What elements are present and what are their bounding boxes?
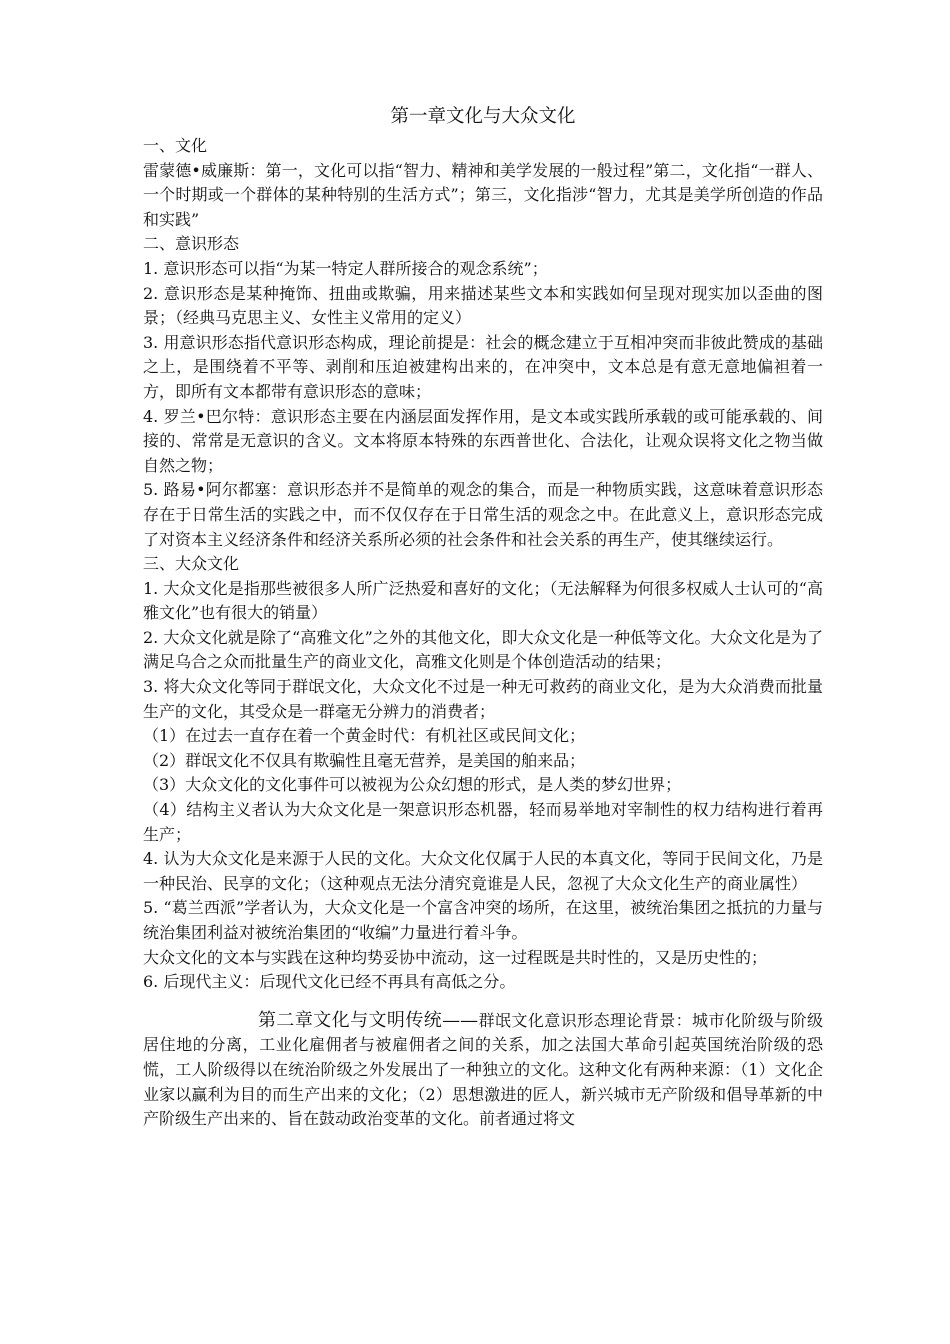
section3-heading: 三、大众文化 (143, 554, 240, 574)
chapter1-title: 第一章文化与大众文化 (390, 106, 576, 127)
chapter2-paragraph (143, 1009, 823, 1132)
section3-subitem: （3）大众文化的文化事件可以被视为公众幻想的形式，是人类的梦幻世界； (143, 775, 682, 795)
section3-subitem: （1）在过去一直存在着一个黄金时代：有机社区或民间文化； (143, 726, 586, 746)
section3-item: 2. 大众文化就是除了“高雅文化”之外的其他文化，即大众文化是一种低等文化。大众文化是为了满足乌合之众而批量生产的商业文化，高雅文化则是个体创造活动的结果； (143, 627, 823, 672)
chapter2-text: 群氓文化意识形态理论背景：城市化阶级与阶级居住地的分离，工业化雇佣者与被雇佣者之间的关系，加之法国大革命引起英国统治阶级的恐慌，工人阶级得以在统治阶级之外发展出了一种独立的文化。这种文化有两种来源：（1）文化企业家以赢利为目的而生产出来的文化；（2）思想激进的匠人，新兴城市无产阶级和倡导革新的中产阶级生产出来的、旨在鼓动政治变革的文化。前者通过将文 (143, 1010, 823, 1129)
section2-heading: 二、意识形态 (143, 234, 240, 254)
section2-item: 3. 用意识形态指代意识形态构成，理论前提是：社会的概念建立于互相冲突而非彼此赞成的基础之上，是围绕着不平等、剥削和压迫被建构出来的，在冲突中，文本总是有意无意地偏袒着一方，即所有文本都带有意识形态的意味； (143, 332, 823, 401)
section2-item: 4. 罗兰•巴尔特：意识形态主要在内涵层面发挥作用，是文本或实践所承载的或可能承载的、间接的、常常是无意识的含义。文本将原本特殊的东西普世化、合法化，让观众误将文化之物当做自然之物； (143, 406, 823, 475)
section3-item: 4. 认为大众文化是来源于人民的文化。大众文化仅属于人民的本真文化，等同于民间文化，乃是一种民治、民享的文化；（这种观点无法分清究竟谁是人民，忽视了大众文化生产的商业属性） (143, 849, 823, 893)
document-page (143, 102, 823, 1132)
chapter2-title: 第二章文化与文明传统—— (258, 1009, 479, 1031)
section3-item: 1. 大众文化是指那些被很多人所广泛热爱和喜好的文化；（无法解释为何很多权威人士认可的“高雅文化”也有很大的销量） (143, 578, 823, 623)
section3-item: 大众文化的文本与实践在这种均势妥协中流动，这一过程既是共时性的，又是历史性的； (143, 947, 768, 967)
section2-item: 1. 意识形态可以指“为某一特定人群所接合的观念系统”； (143, 258, 548, 278)
section1-text: 雷蒙德•威廉斯：第一，文化可以指“智力、精神和美学发展的一般过程”第二，文化指“一群人、一个时期或一个群体的某种特别的生活方式”；第三，文化指涉“智力，尤其是美学所创造的作品和实践” (143, 160, 823, 229)
section3-item: 3. 将大众文化等同于群氓文化，大众文化不过是一种无可救药的商业文化，是为大众消费而批量生产的文化，其受众是一群毫无分辨力的消费者； (143, 677, 823, 721)
section2-item: 5. 路易•阿尔都塞：意识形态并不是简单的观念的集合，而是一种物质实践，这意味着意识形态存在于日常生活的实践之中，而不仅仅存在于日常生活的观念之中。在此意义上，意识形态完成了对资本主义经济条件和经济关系所必须的社会条件和社会关系的再生产，使其继续运行。 (143, 480, 823, 549)
section2-item: 2. 意识形态是某种掩饰、扭曲或欺骗，用来描述某些文本和实践如何呈现对现实加以歪曲的图景；（经典马克思主义、女性主义常用的定义） (143, 283, 823, 328)
section3-item: 6. 后现代主义：后现代文化已经不再具有高低之分。 (143, 972, 516, 992)
section3-subitem: （2）群氓文化不仅具有欺骗性且毫无营养，是美国的舶来品； (143, 750, 586, 770)
section3-item: 5. “葛兰西派”学者认为，大众文化是一个富含冲突的场所，在这里，被统治集团之抵抗的力量与统治集团利益对被统治集团的“收编”力量进行着斗争。 (143, 898, 823, 942)
section1-heading: 一、文化 (143, 136, 208, 155)
section3-subitem: （4）结构主义者认为大众文化是一架意识形态机器，轻而易举地对宰制性的权力结构进行着再生产； (143, 800, 823, 844)
